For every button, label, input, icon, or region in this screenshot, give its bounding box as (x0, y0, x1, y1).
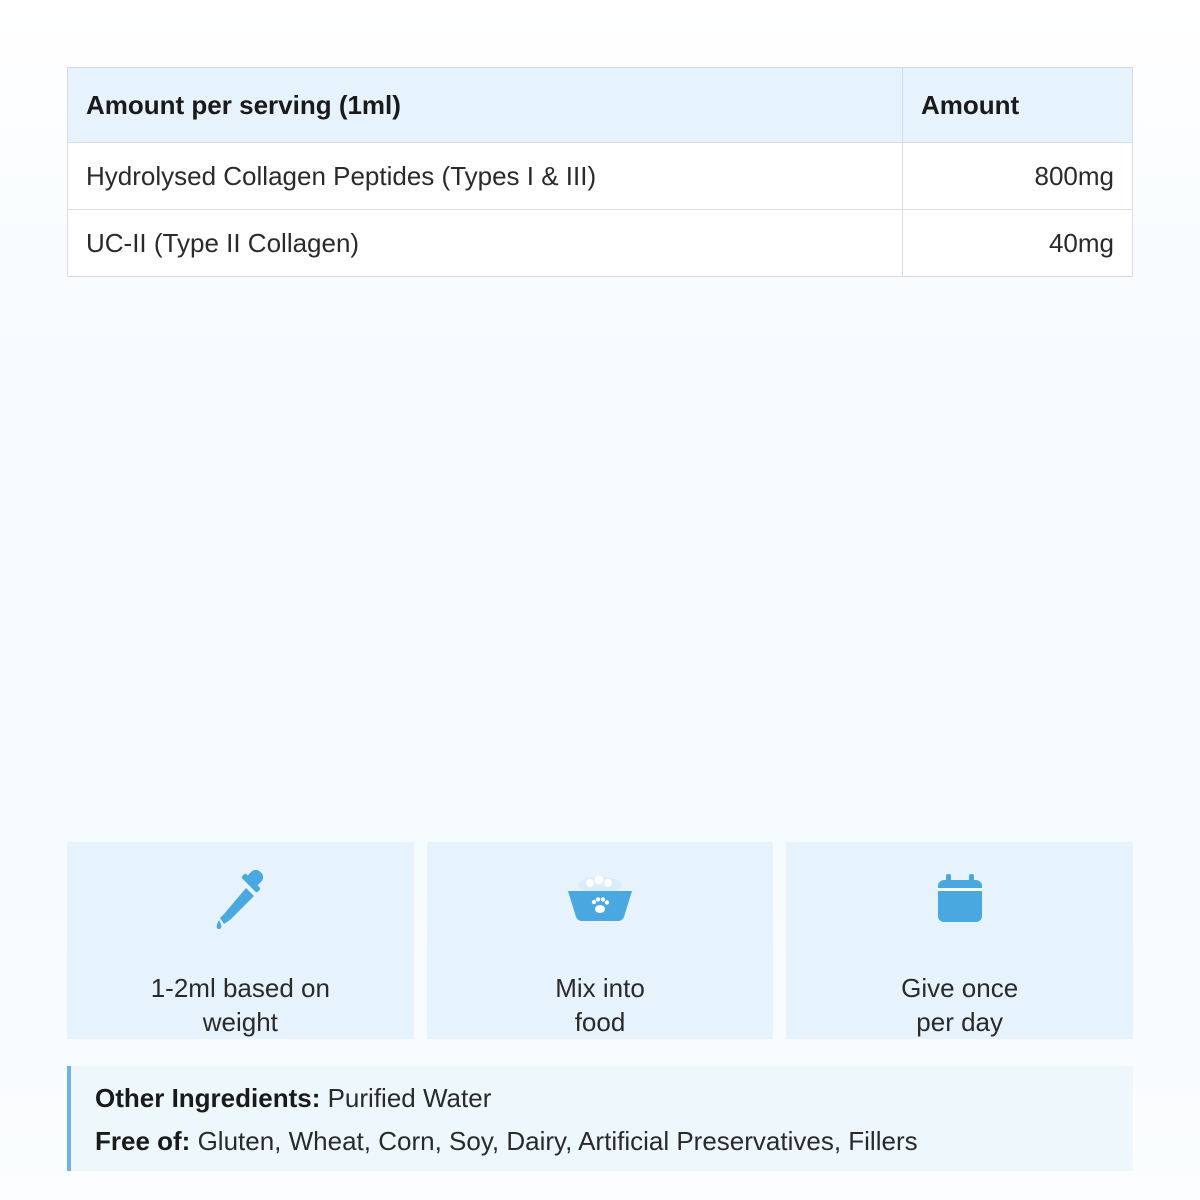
usage-card-dosage (67, 842, 414, 1039)
header-amount: Amount (903, 68, 1133, 143)
usage-card-line1: 1-2ml based on (150, 973, 330, 1003)
table-row (68, 143, 1133, 210)
pet-bowl-icon (566, 864, 634, 931)
usage-card-line2: per day (916, 1007, 1004, 1037)
free-of (95, 1123, 1133, 1166)
usage-card-frequency (786, 842, 1133, 1039)
supplement-facts-table-wrap (67, 67, 1133, 277)
ingredients-panel (67, 1066, 1133, 1171)
ingredient-amount: 800mg (903, 143, 1133, 210)
other-ingredients-label: Other Ingredients: (95, 1083, 321, 1113)
free-of-label: Free of: (95, 1126, 191, 1156)
calendar-icon (926, 864, 994, 931)
usage-card-label (490, 971, 710, 1039)
usage-card-label (130, 971, 350, 1039)
dropper-icon (206, 864, 274, 931)
other-ingredients-value: Purified Water (327, 1083, 492, 1113)
usage-card-line2: food (574, 1007, 626, 1037)
free-of-value: Gluten, Wheat, Corn, Soy, Dairy, Artificial Preservatives, Fillers (197, 1126, 918, 1156)
usage-card-line1: Give once (901, 973, 1019, 1003)
usage-card-line2: weight (202, 1007, 278, 1037)
usage-card-line1: Mix into (555, 973, 645, 1003)
supplement-facts-table (67, 67, 1133, 277)
table-header-row (68, 68, 1133, 143)
ingredient-name: UC-II (Type II Collagen) (68, 210, 903, 277)
header-serving: Amount per serving (1ml) (68, 68, 903, 143)
ingredient-amount: 40mg (903, 210, 1133, 277)
usage-card-mix (427, 842, 774, 1039)
usage-cards (67, 842, 1133, 1039)
ingredient-name: Hydrolysed Collagen Peptides (Types I & III) (68, 143, 903, 210)
table-row (68, 210, 1133, 277)
other-ingredients (95, 1080, 1133, 1123)
usage-card-label (850, 971, 1070, 1039)
